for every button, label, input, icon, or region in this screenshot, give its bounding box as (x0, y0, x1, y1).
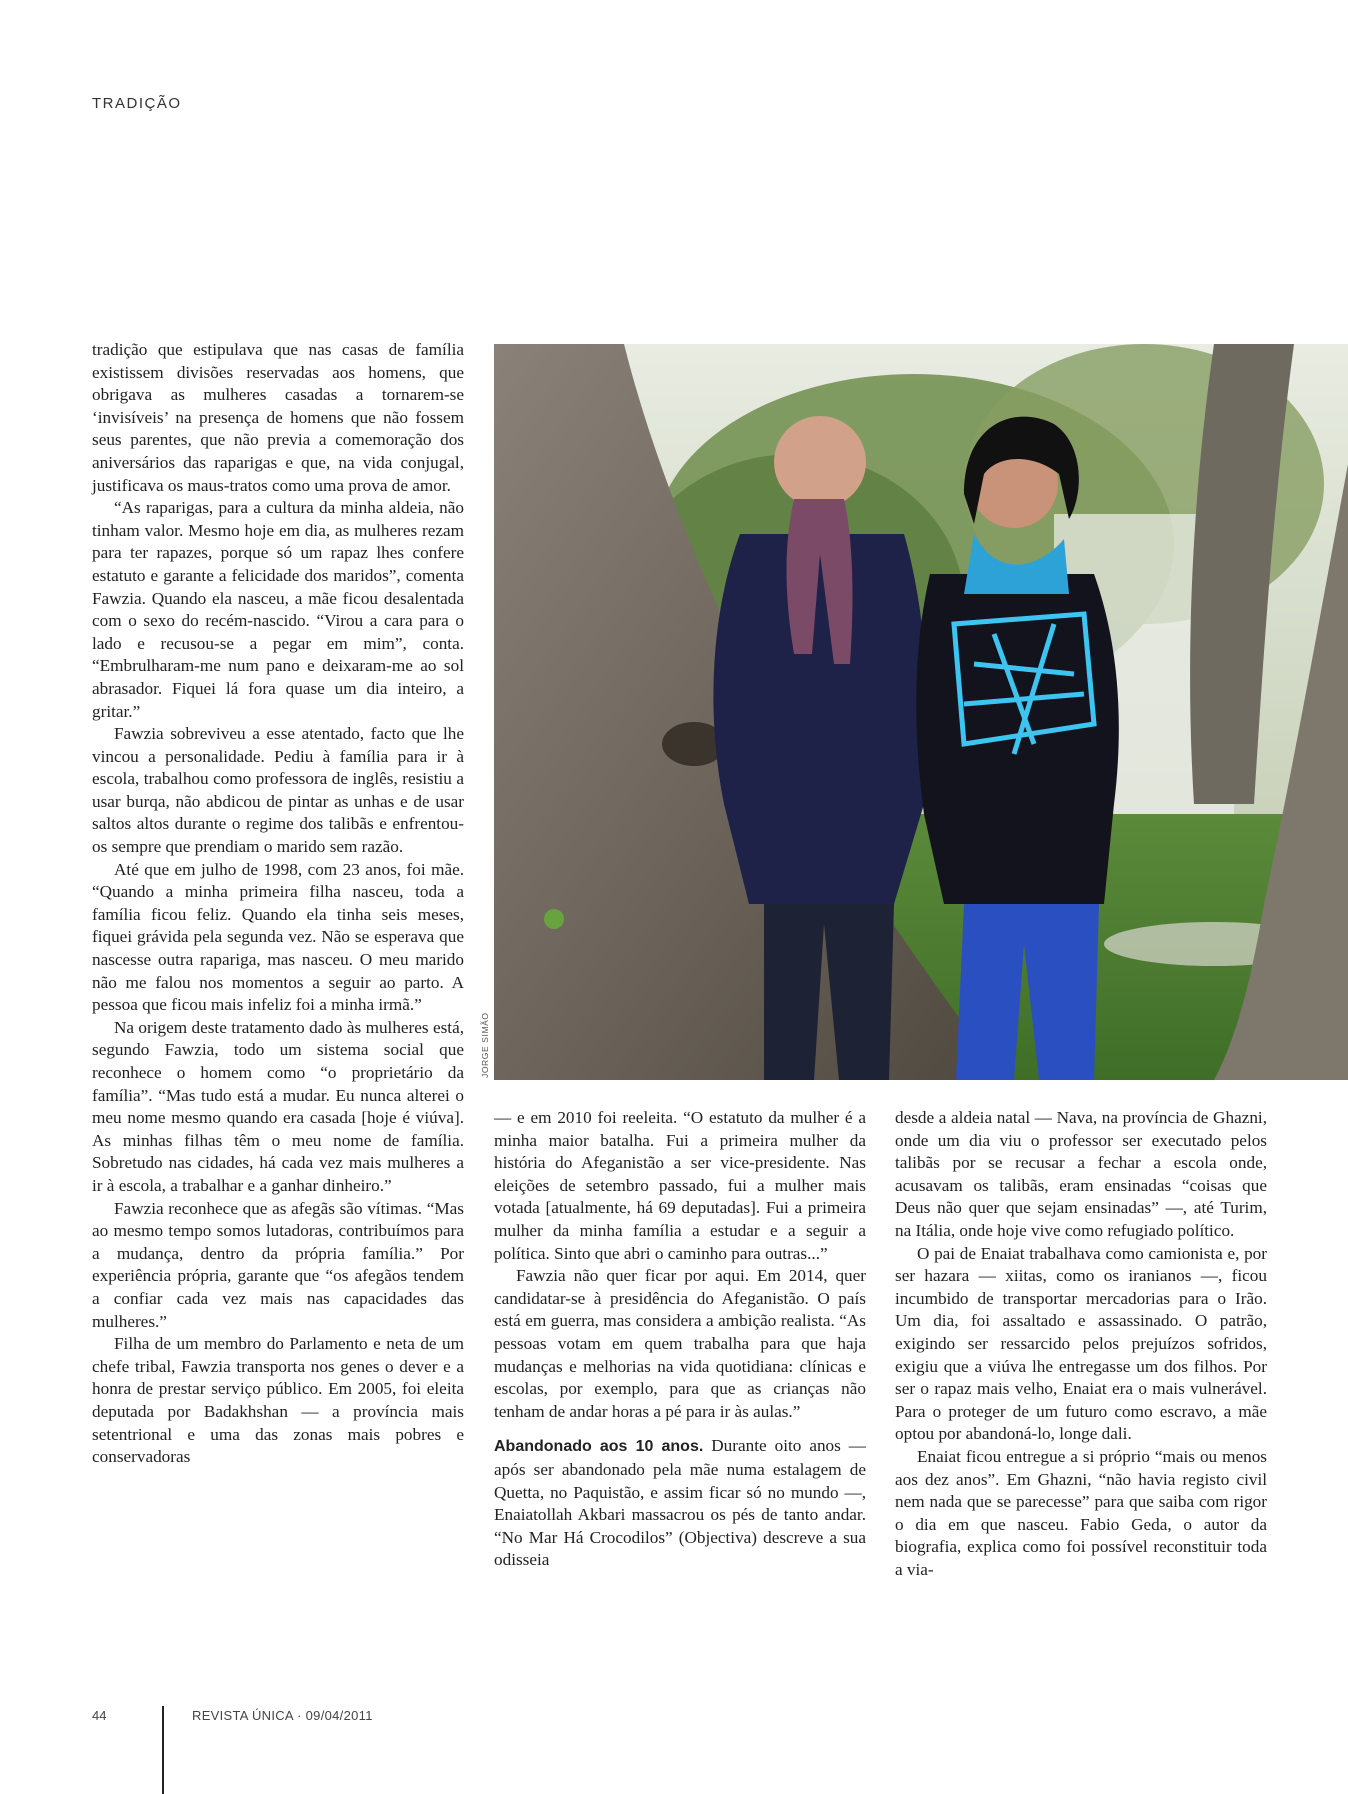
paragraph: O pai de Enaiat trabalhava como camionista e, por ser hazara — xiitas, como os iranianos —, ficou incumbido de transportar mercadorias para o Irão. Um dia, foi assaltado e assassinado. O patrão, exigindo ser ressarcido pelos prejuízos sofridos, exigiu que a viúva lhe entregasse um dos filhos. Por ser o rapaz mais velho, Enaiat era o mais vulnerável. Para o proteger de um futuro como escravo, a mãe optou por abandoná-lo, longe dali. (895, 1243, 1267, 1444)
paragraph: Filha de um membro do Parlamento e neta de um chefe tribal, Fawzia transporta nos genes o dever e a honra de prestar serviço público. Em 2005, foi eleita deputada por Badakhshan — a província mais setentrional e uma das zonas mais pobres e conservadoras (92, 1334, 464, 1467)
subhead-title: Abandonado aos 10 anos. (494, 1438, 704, 1456)
paragraph: Fawzia não quer ficar por aqui. Em 2014, quer candidatar-se à presidência do Afeganistão. O país está em guerra, mas considera a ambição realista. “As pessoas votam em quem trabalha para que haja mudanças e melhorias na vida quotidiana: clínicas e escolas, por exemplo, para que as crianças não tenham de andar horas a pé para ir às aulas.” (494, 1266, 866, 1421)
paragraph: tradição que estipulava que nas casas de família existissem divisões reservadas aos homens, que obrigava as mulheres casadas a tornarem-se ‘invisíveis’ na presença de homens que não fossem seus parentes, que não previa a comemoração dos aniversários das raparigas e que, na vida conjugal, justificava os maus-tratos como uma prova de amor. (92, 340, 464, 495)
publication-info: REVISTA ÚNICA · 09/04/2011 (192, 1708, 373, 1723)
paragraph: “As raparigas, para a cultura da minha aldeia, não tinham valor. Mesmo hoje em dia, as mulheres rezam para ter rapazes, porque só um rapaz lhes confere estatuto e garante a felicidade dos maridos”, comenta Fawzia. Quando ela nasceu, a mãe ficou desalentada com o sexo do recém-nascido. “Virou a cara para o lado e recusou-se a pegar em mim”, conta. “Embrulharam-me num pano e deixaram-me ao sol abrasador. Fiquei lá fora quase um dia inteiro, a gritar.” (92, 498, 464, 721)
article-column-3 (895, 1107, 1267, 1581)
paragraph: desde a aldeia natal — Nava, na província de Ghazni, onde um dia viu o professor ser executado pelos talibãs por se recusar a fechar a escola onde, acusavam os talibãs, eram ensinadas “coisas que Deus não quer que sejam ensinadas” —, até Turim, na Itália, onde hoje vive como refugiado político. (895, 1108, 1267, 1240)
subhead-text: Durante oito anos — após ser abandonado pela mãe numa estalagem de Quetta, no Paquistão, e assim ficar só no mundo —, Enaiatollah Akbari massacrou os pés de tanto andar. “No Mar Há Crocodilos” (Objectiva) descreve a sua odisseia (494, 1436, 866, 1570)
paragraph: Fawzia sobreviveu a esse atentado, facto que lhe vincou a personalidade. Pediu à família para ir à escola, trabalhou como professora de inglês, resistiu a usar burqa, não abdicou de pintar as unhas e de usar saltos altos durante o regime dos talibãs e enfrentou-os sempre que prendiam o marido sem razão. (92, 724, 464, 857)
paragraph: Enaiat ficou entregue a si próprio “mais ou menos aos dez anos”. Em Ghazni, “não havia registo civil nem nada que se parecesse” para que saiba com rigor o dia em que nasceu. Fabio Geda, o autor da biografia, explica como foi possível reconstituir toda a via- (895, 1446, 1267, 1579)
article-column-2 (494, 1107, 866, 1572)
paragraph: — e em 2010 foi reeleita. “O estatuto da mulher é a minha maior batalha. Fui a primeira mulher da história do Afeganistão a ser vice-presidente. Nas eleições de setembro passado, fui a mulher mais votada [atualmente, há 69 deputadas]. Fui a primeira mulher da minha família a estudar e a seguir a política. Sinto que abri o caminho para outras...” (494, 1108, 866, 1263)
subhead-paragraph (494, 1435, 866, 1572)
photo-credit: JORGE SIMÃO (480, 1012, 490, 1078)
paragraph: Fawzia reconhece que as afegãs são vítimas. “Mas ao mesmo tempo somos lutadoras, contribuímos para a mudança, dentro da própria família.” Por experiência própria, garante que “os afegãos tendem a confiar cada vez mais nas capacidades das mulheres.” (92, 1198, 464, 1331)
photo-illustration (494, 344, 1348, 1080)
page-number: 44 (92, 1708, 107, 1723)
paragraph: Até que em julho de 1998, com 23 anos, foi mãe. “Quando a minha primeira filha nasceu, toda a família ficou feliz. Quando ela tinha seis meses, fiquei grávida pela segunda vez. Não se esperava que nascesse outra rapariga, mas nasceu. O meu marido não me falou nos momentos a seguir ao parto. A pessoa que ficou mais infeliz foi a minha irmã.” (92, 859, 464, 1015)
paragraph: Na origem deste tratamento dado às mulheres está, segundo Fawzia, todo um sistema social que reconhece o homem como “o proprietário da família”. “Mas tudo está a mudar. Eu nunca alterei o meu nome mesmo quando era casada [hoje é viúva]. As minhas filhas têm o meu nome de família. Sobretudo nas cidades, há cada vez mais mulheres a ir à escola, a trabalhar e a ganhar dinheiro.” (92, 1017, 464, 1195)
article-column-1 (92, 339, 464, 1469)
section-label: TRADIÇÃO (92, 95, 182, 112)
article-photo (494, 344, 1348, 1080)
footer-divider (162, 1706, 164, 1794)
